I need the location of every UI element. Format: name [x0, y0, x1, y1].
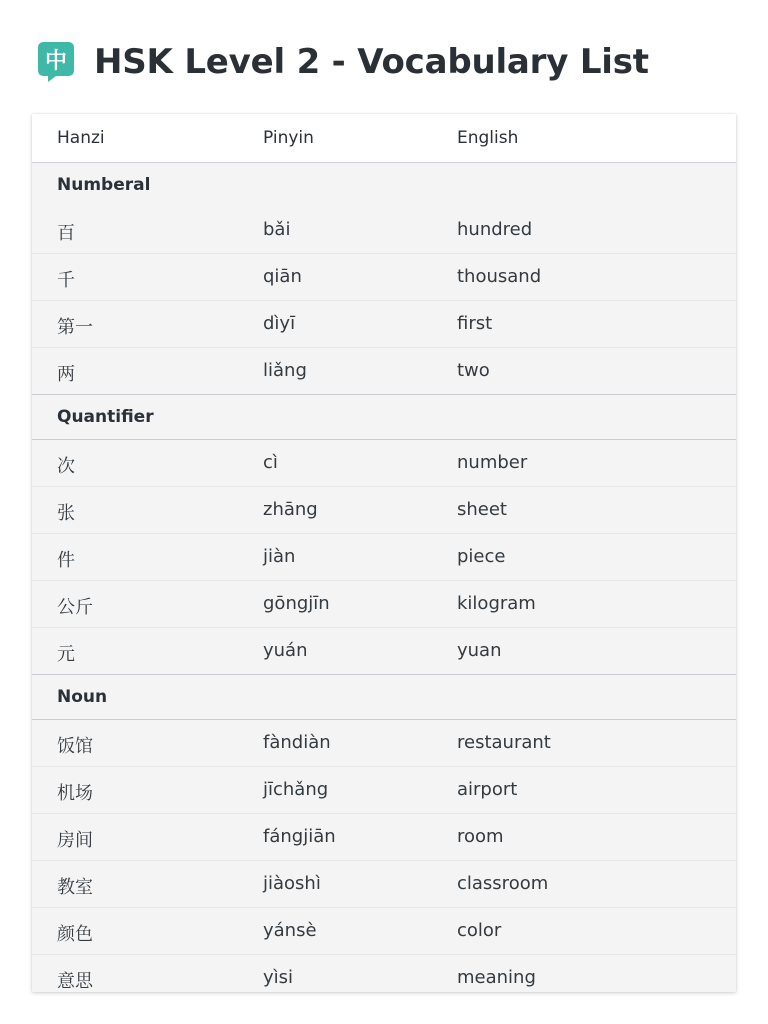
cell-hanzi: 件 — [57, 550, 75, 571]
section-label: Numberal — [57, 175, 151, 195]
section-label: Quantifier — [57, 407, 154, 427]
table-row — [32, 301, 736, 348]
cell-pinyin: fángjiān — [263, 826, 336, 847]
cell-english: piece — [457, 546, 506, 567]
cell-english: classroom — [457, 873, 549, 894]
table-row — [32, 254, 736, 301]
cell-pinyin: dìyī — [263, 313, 296, 334]
table-row — [32, 348, 736, 395]
cell-english: color — [457, 920, 502, 941]
table-row — [32, 955, 736, 992]
cell-english: restaurant — [457, 732, 551, 753]
cell-pinyin: yìsi — [263, 967, 294, 988]
page-header — [36, 38, 649, 86]
cell-hanzi: 百 — [57, 223, 75, 244]
column-header-hanzi: Hanzi — [57, 128, 105, 148]
section-header — [32, 395, 736, 440]
cell-pinyin: zhāng — [263, 499, 318, 520]
cell-hanzi: 张 — [57, 503, 75, 524]
section-header — [32, 675, 736, 720]
cell-pinyin: jiàn — [263, 546, 296, 567]
table-row — [32, 440, 736, 487]
table-header — [32, 114, 736, 163]
cell-hanzi: 千 — [57, 270, 75, 291]
cell-english: room — [457, 826, 504, 847]
cell-english: number — [457, 452, 528, 473]
cell-hanzi: 教室 — [57, 877, 93, 898]
column-header-english: English — [457, 128, 519, 148]
table-row — [32, 628, 736, 675]
zhong-character-icon — [36, 40, 76, 84]
cell-pinyin: jiàoshì — [263, 873, 321, 894]
cell-hanzi: 饭馆 — [57, 736, 93, 757]
vocabulary-table — [32, 114, 736, 992]
table-row — [32, 581, 736, 628]
cell-hanzi: 意思 — [57, 971, 93, 992]
cell-hanzi: 颜色 — [57, 924, 93, 945]
cell-hanzi: 房间 — [57, 830, 93, 851]
cell-pinyin: yuán — [263, 640, 308, 661]
table-row — [32, 814, 736, 861]
table-row — [32, 861, 736, 908]
cell-pinyin: qiān — [263, 266, 302, 287]
cell-pinyin: liǎng — [263, 360, 307, 381]
cell-english: airport — [457, 779, 518, 800]
page-title: HSK Level 2 - Vocabulary List — [94, 42, 649, 82]
cell-pinyin: gōngjīn — [263, 593, 330, 614]
cell-pinyin: yánsè — [263, 920, 317, 941]
cell-hanzi: 元 — [57, 644, 75, 665]
cell-english: thousand — [457, 266, 542, 287]
cell-english: kilogram — [457, 593, 536, 614]
cell-hanzi: 次 — [57, 456, 75, 477]
cell-pinyin: fàndiàn — [263, 732, 331, 753]
cell-hanzi: 第一 — [57, 317, 93, 338]
cell-english: sheet — [457, 499, 507, 520]
section-block — [32, 395, 736, 675]
column-header-pinyin: Pinyin — [263, 128, 314, 148]
cell-hanzi: 公斤 — [57, 597, 93, 618]
section-block — [32, 163, 736, 395]
section-header — [32, 163, 736, 207]
cell-english: hundred — [457, 219, 533, 240]
table-row — [32, 720, 736, 767]
cell-english: first — [457, 313, 493, 334]
table-row — [32, 908, 736, 955]
table-body — [32, 163, 736, 992]
cell-pinyin: cì — [263, 452, 278, 473]
cell-english: yuan — [457, 640, 502, 661]
cell-hanzi: 机场 — [57, 783, 93, 804]
section-block — [32, 675, 736, 992]
table-row — [32, 534, 736, 581]
cell-pinyin: bǎi — [263, 219, 291, 240]
cell-english: meaning — [457, 967, 536, 988]
cell-hanzi: 两 — [57, 364, 75, 385]
table-row — [32, 207, 736, 254]
table-row — [32, 767, 736, 814]
cell-english: two — [457, 360, 490, 381]
table-row — [32, 487, 736, 534]
logo-glyph: 中 — [44, 49, 68, 74]
cell-pinyin: jīchǎng — [263, 779, 329, 800]
section-label: Noun — [57, 687, 108, 707]
